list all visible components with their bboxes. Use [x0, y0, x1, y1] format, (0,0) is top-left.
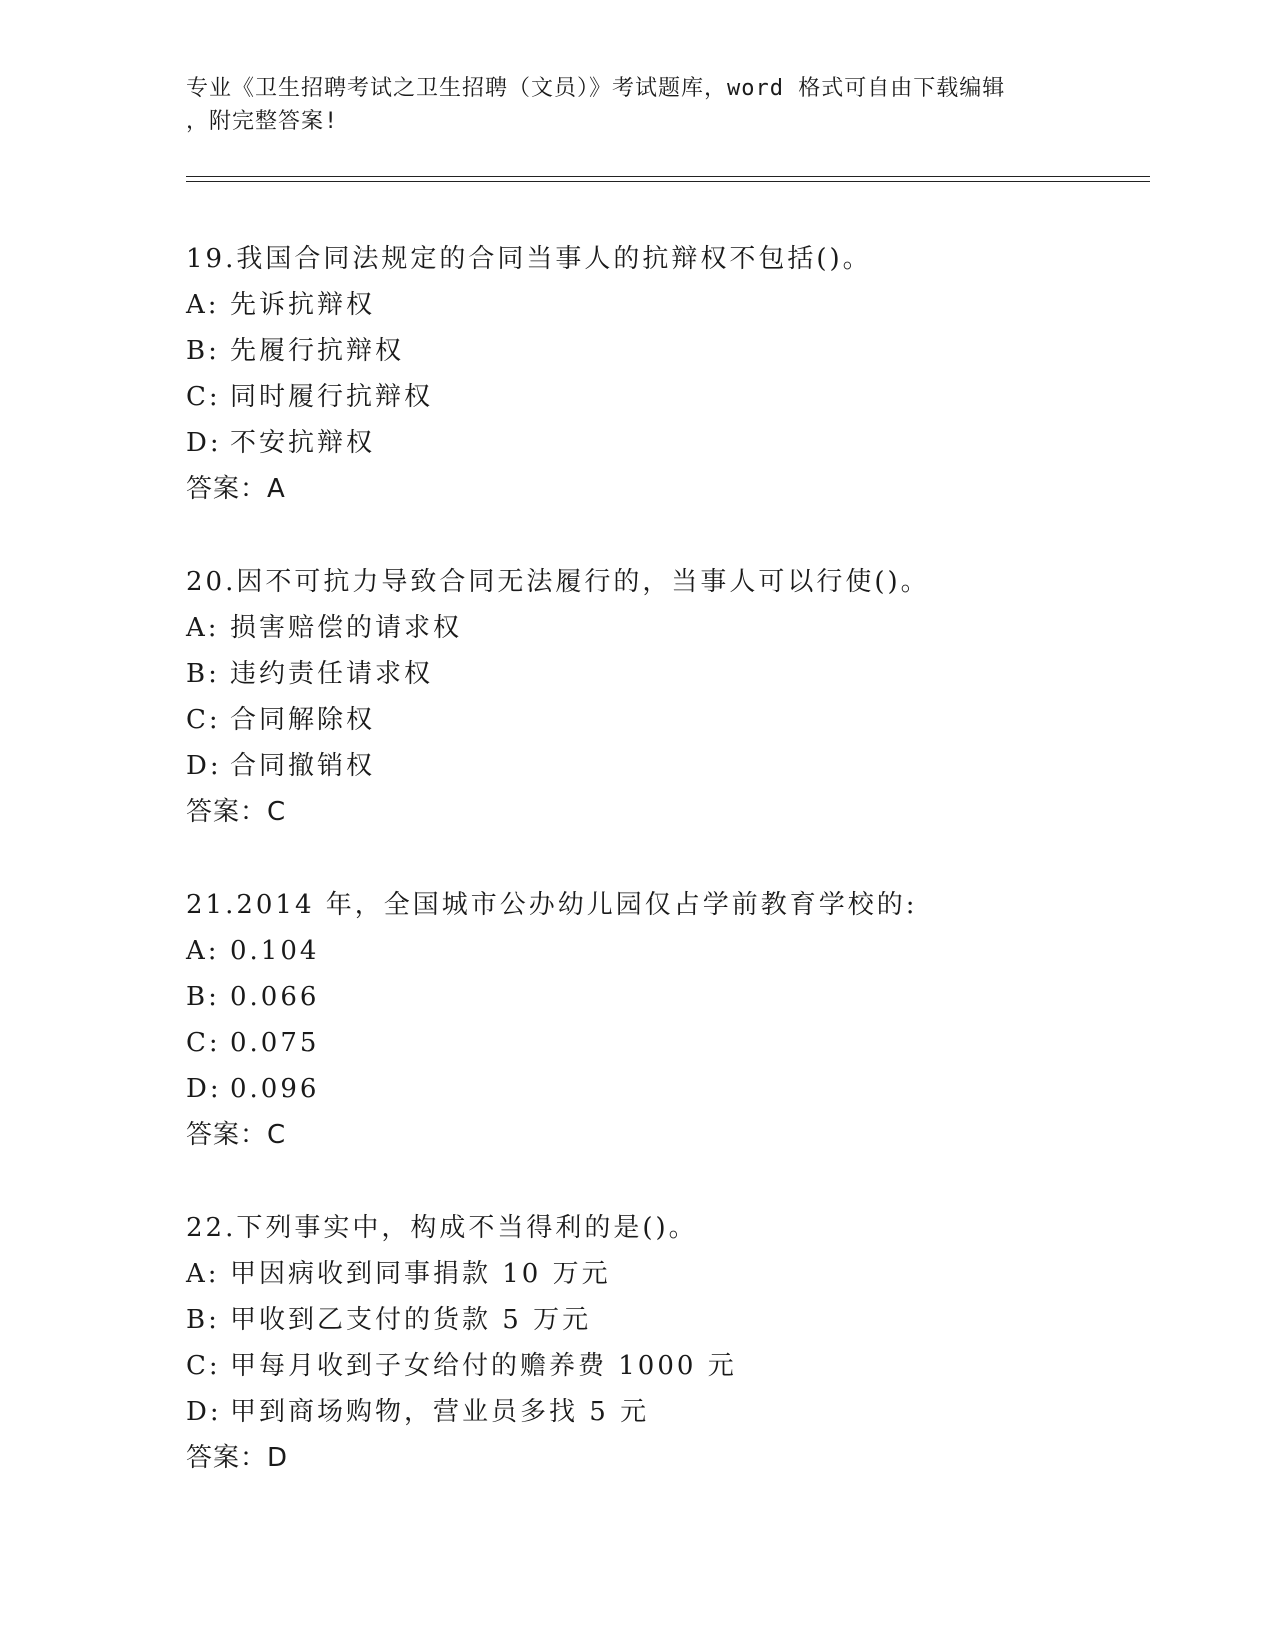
option-b [186, 974, 1146, 1020]
option-text: 甲因病收到同事捐款 10 万元 [230, 1259, 611, 1289]
question-20 [186, 559, 1146, 835]
header-divider-bottom [186, 181, 1150, 182]
option-label: B: [186, 659, 220, 689]
option-d [186, 420, 1146, 466]
option-label: A: [186, 290, 220, 320]
question-19 [186, 236, 1146, 512]
option-text: 0.096 [230, 1074, 320, 1104]
option-label: B: [186, 982, 220, 1012]
option-b [186, 651, 1146, 697]
option-text: 0.104 [230, 936, 320, 966]
option-label: B: [186, 1305, 220, 1335]
option-c [186, 1343, 1146, 1389]
answer: 答案：C [186, 1120, 287, 1150]
option-label: D: [186, 428, 222, 458]
option-text: 甲到商场购物，营业员多找 5 元 [230, 1397, 650, 1427]
option-label: A: [186, 613, 220, 643]
option-d [186, 1389, 1146, 1435]
option-b [186, 1297, 1146, 1343]
option-a [186, 928, 1146, 974]
option-label: C: [186, 382, 221, 412]
header-line-1: 专业《卫生招聘考试之卫生招聘（文员）》考试题库，word 格式可自由下载编辑 [186, 76, 1006, 101]
option-label: B: [186, 336, 220, 366]
option-label: D: [186, 1074, 222, 1104]
option-text: 不安抗辩权 [230, 428, 376, 458]
answer: 答案：D [186, 1443, 289, 1473]
option-text: 0.066 [230, 982, 320, 1012]
option-c [186, 374, 1146, 420]
option-label: C: [186, 1028, 221, 1058]
option-text: 甲每月收到子女给付的赡养费 1000 元 [230, 1351, 737, 1381]
answer: 答案：A [186, 474, 286, 504]
option-text: 合同解除权 [230, 705, 376, 735]
option-a [186, 1251, 1146, 1297]
option-label: D: [186, 751, 222, 781]
option-label: A: [186, 1259, 220, 1289]
option-a [186, 282, 1146, 328]
document-header [186, 72, 1086, 138]
option-label: A: [186, 936, 220, 966]
question-22 [186, 1205, 1146, 1481]
option-c [186, 697, 1146, 743]
option-d [186, 1066, 1146, 1112]
question-stem: 19.我国合同法规定的合同当事人的抗辩权不包括()。 [186, 244, 872, 274]
option-b [186, 328, 1146, 374]
question-stem: 22.下列事实中，构成不当得利的是()。 [186, 1213, 698, 1243]
question-stem: 21.2014 年，全国城市公办幼儿园仅占学前教育学校的: [186, 890, 918, 920]
answer: 答案：C [186, 797, 287, 827]
question-list [186, 236, 1146, 1528]
option-text: 同时履行抗辩权 [230, 382, 434, 412]
header-line-2: ，附完整答案! [186, 109, 339, 134]
option-label: C: [186, 1351, 221, 1381]
question-stem: 20.因不可抗力导致合同无法履行的，当事人可以行使()。 [186, 567, 930, 597]
option-a [186, 605, 1146, 651]
question-21 [186, 882, 1146, 1158]
option-text: 先诉抗辩权 [230, 290, 376, 320]
option-text: 损害赔偿的请求权 [230, 613, 463, 643]
option-c [186, 1020, 1146, 1066]
option-text: 0.075 [230, 1028, 320, 1058]
header-divider-top [186, 176, 1150, 177]
option-label: D: [186, 1397, 222, 1427]
option-d [186, 743, 1146, 789]
option-text: 合同撤销权 [230, 751, 376, 781]
option-label: C: [186, 705, 221, 735]
option-text: 甲收到乙支付的货款 5 万元 [230, 1305, 592, 1335]
option-text: 先履行抗辩权 [230, 336, 405, 366]
option-text: 违约责任请求权 [230, 659, 434, 689]
